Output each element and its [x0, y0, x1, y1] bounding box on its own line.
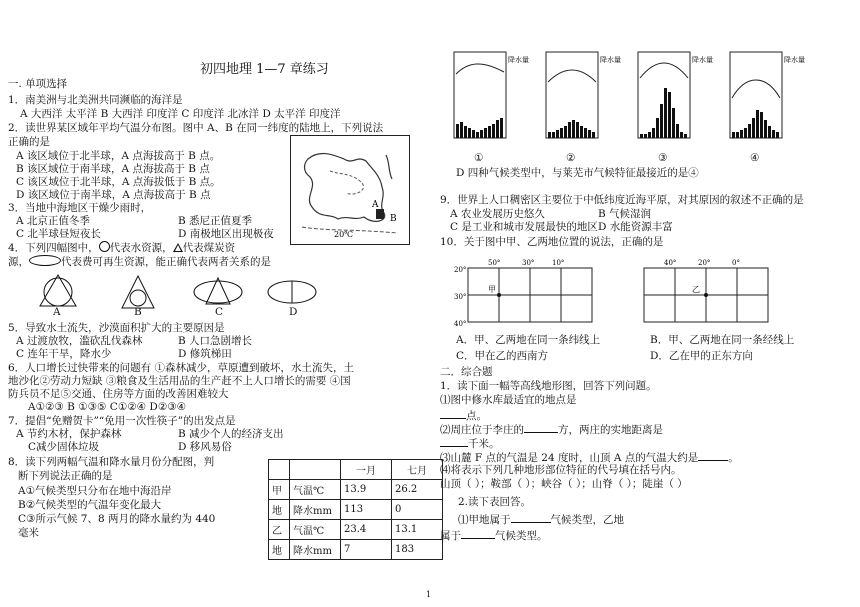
- comprehensive-q2: 2.读下表回答。: [458, 496, 532, 508]
- grid-yi: [644, 259, 768, 322]
- question-10-option-a: A．甲、乙两地在同一条纬线上: [456, 334, 601, 346]
- question-1-options: A 大西洋 太平洋 B 大西洋 印度洋 C 印度洋 北冰洋 D 太平洋 印度洋: [20, 108, 341, 120]
- table-cell: 7: [341, 540, 392, 560]
- table-cell: 乙: [269, 520, 290, 540]
- question-5-option-a: A 过渡放牧，滥砍乱伐森林: [16, 335, 143, 347]
- table-cell: 23.4: [341, 520, 392, 540]
- table-header-cell: [269, 460, 290, 480]
- question-6-options: A①②③ B ①③⑤ C①②④ D②③④: [28, 401, 187, 413]
- answer-blank[interactable]: [524, 422, 558, 433]
- climate-chart-3: [638, 52, 690, 138]
- comprehensive-q2-part2-text: 属于: [440, 530, 461, 542]
- comprehensive-q1-part2: [440, 422, 663, 437]
- question-8-option-d: D 四种气候类型中，与莱芜市气候特征最接近的是④: [456, 167, 699, 179]
- question-9: 9．世界上人口稠密区主要位于中低纬度近海平原，对其原因的叙述不正确的是: [440, 194, 804, 206]
- question-5: 5．导致水土流失，沙漠面积扩大的主要原因是: [8, 322, 225, 334]
- question-6: 6．人口增长过快带来的问题有 ①森林减少，草原遭到破坏，水土流失，土: [8, 362, 355, 374]
- grid-jia-top-label: 10°: [552, 259, 565, 267]
- grid-jia-left-label: 30°: [454, 293, 467, 301]
- map-label-b: B: [390, 214, 397, 224]
- question-6-cont-2: 防兵员不足⑤交通、住房等方面的改善困难较大: [8, 388, 229, 400]
- comprehensive-q1-part2-cont: [440, 436, 500, 451]
- ellipse-icon: [29, 255, 61, 266]
- climate-label-3: ③: [658, 152, 668, 164]
- table-row: [269, 480, 443, 500]
- table-cell: 降水mm: [290, 500, 341, 520]
- question-7-option-d: D 移风易俗: [178, 441, 232, 453]
- comprehensive-q2-part1-text: ⑴甲地属于: [458, 514, 511, 526]
- map-label-temp: 20℃: [334, 230, 354, 239]
- comprehensive-q2-part2-suffix: 气候类型。: [495, 530, 548, 542]
- comprehensive-q2-part1-text-2: 气候类型，乙地: [550, 514, 624, 526]
- table-cell: 地: [269, 540, 290, 560]
- question-8-option-c: C③所示气候 7、8 两月的降水量约为 440: [18, 513, 216, 525]
- diagram-label-b: B: [134, 306, 142, 318]
- table-cell: 甲: [269, 480, 290, 500]
- comprehensive-q1-part1: ⑴图中修水库最适宜的地点是: [440, 394, 577, 406]
- question-3: 3．当地中海地区干燥少雨时，: [8, 202, 152, 214]
- table-cell: 气温℃: [290, 480, 341, 500]
- page-number: 1: [426, 590, 432, 599]
- climate-chart-4: [730, 52, 782, 138]
- table-header-cell: 一月: [341, 460, 392, 480]
- question-3-option-d: D 南极地区出现极夜: [178, 228, 274, 240]
- question-5-option-d: D 修筑梯田: [178, 348, 232, 360]
- answer-blank[interactable]: [511, 512, 551, 523]
- comprehensive-q1-part1-suffix: 点。: [466, 410, 487, 422]
- table-cell: 地: [269, 500, 290, 520]
- comprehensive-q1-part4-items: 山顶（ ）；鞍部（ ）；峡谷（ ）；山脊（ ）；陡崖（ ）: [440, 478, 688, 490]
- grid-yi-top-label: 0°: [732, 259, 740, 267]
- question-10-option-b: B．甲、乙两地在同一条经线上: [650, 334, 795, 346]
- table-cell: 13.1: [392, 520, 443, 540]
- diagram-d: [268, 281, 316, 303]
- page-title: 初四地理 1—7 章练习: [200, 62, 329, 77]
- climate-label-1: ①: [474, 152, 484, 164]
- table-row: [269, 520, 443, 540]
- answer-blank[interactable]: [440, 408, 466, 419]
- circle-icon: [99, 241, 110, 252]
- question-8-option-c-cont: 毫米: [18, 527, 39, 539]
- grid-jia-left-label: 40°: [454, 320, 467, 328]
- question-2-option-c: C 该区域位于北半球，A 点海拔低于 B 点。: [16, 176, 221, 188]
- section-heading-2: 二．综合题: [440, 366, 493, 378]
- climate-label-2: ②: [566, 152, 576, 164]
- question-2-cont: 正确的是: [8, 136, 50, 148]
- grid-jia-top-label: 30°: [522, 259, 535, 267]
- grid-jia-top-label: 50°: [488, 259, 501, 267]
- comprehensive-q1-part2-text-2: 方，两庄的实地距离是: [558, 424, 663, 436]
- triangle-icon: [173, 243, 183, 252]
- comprehensive-q2-part1: [458, 512, 624, 527]
- comprehensive-q1-part3-text: ⑶山麓 F 点的气温是 24 度时，山顶 A 点的气温大约是: [440, 452, 699, 464]
- question-8-option-a: A①气候类型只分布在地中海沿岸: [18, 485, 172, 497]
- question-2: 2．读世界某区域年平均气温分布图。图中 A、B 在同一纬度的陆地上，下列说法: [8, 122, 384, 134]
- question-1: 1．南美洲与北美洲共同濒临的海洋是: [8, 94, 183, 106]
- question-10-option-d: D．乙在甲的正东方向: [650, 350, 753, 362]
- table-header-cell: 七月: [392, 460, 443, 480]
- comprehensive-q1-part2-suffix: 千米。: [468, 438, 500, 450]
- climate-charts: [448, 48, 805, 163]
- diagram-label-c: C: [215, 306, 224, 318]
- question-9-option-a: A 农业发展历史悠久: [450, 208, 545, 220]
- question-9-option-b: B 气候湿润: [598, 208, 652, 220]
- comprehensive-q1-part1-answer: [440, 408, 487, 423]
- section-heading: 一. 单项选择: [8, 78, 68, 90]
- question-6-cont-1: 地沙化②劳动力短缺 ③粮食及生活用品的生产赶不上人口增长的需要 ④国: [8, 375, 351, 387]
- question-4-text-4: 源，: [8, 256, 29, 268]
- grid-jia-point-label: 甲: [488, 285, 496, 294]
- diagram-label-d: D: [289, 306, 298, 318]
- question-4-text-1: 4．下列四幅图中，: [8, 242, 99, 254]
- question-9-option-c: C 是工业和城市发展最快的地区: [450, 221, 598, 233]
- question-7-option-a: A 节约木材，保护森林: [16, 428, 122, 440]
- grid-yi-top-label: 20°: [698, 259, 711, 267]
- question-4-cont: [8, 255, 271, 269]
- table-cell: 26.2: [392, 480, 443, 500]
- climate-data-table: [268, 459, 443, 560]
- comprehensive-q1-part2-text: ⑵周庄位于李庄的: [440, 424, 524, 436]
- question-2-option-d: D 该区域位于南半球，A 点海拔高于 B 点: [16, 189, 211, 201]
- comprehensive-q1: 1．读下面一幅等高线地形图，回答下列问题。: [440, 380, 657, 392]
- comprehensive-q1-part4: ⑷将表示下列几种地形部位特征的代号填在括号内。: [440, 464, 682, 476]
- climate-chart-side-label: 降水量: [784, 56, 805, 64]
- question-3-option-c: C 北半球昼短夜长: [16, 228, 101, 240]
- table-cell: 0: [392, 500, 443, 520]
- table-header-cell: [290, 460, 341, 480]
- table-cell: 183: [392, 540, 443, 560]
- answer-blank[interactable]: [461, 528, 495, 539]
- question-4-text-5: 代表费可再生资源，能正确代表两者关系的是: [61, 256, 271, 268]
- answer-blank[interactable]: [698, 450, 728, 461]
- question-4-diagrams: [30, 272, 330, 314]
- table-header-row: [269, 460, 443, 480]
- question-9-option-d: D 水能资源丰富: [598, 221, 673, 233]
- diagram-c: [194, 278, 242, 304]
- grid-jia: [454, 259, 592, 328]
- climate-chart-2: [546, 52, 598, 138]
- climate-chart-side-label: 降水量: [692, 56, 713, 64]
- comprehensive-q1-part3: [440, 450, 739, 465]
- diagram-b: [122, 276, 154, 308]
- climate-chart-1: [454, 52, 506, 138]
- grid-yi-top-label: 40°: [664, 259, 677, 267]
- question-4-text-3: 代表煤炭资: [182, 242, 236, 254]
- question-10: 10．关于图中甲、乙两地位置的说法，正确的是: [440, 236, 664, 248]
- answer-blank[interactable]: [440, 436, 468, 447]
- question-4-text-2: 代表水资源，: [109, 242, 173, 254]
- table-row: [269, 540, 443, 560]
- table-row: [269, 500, 443, 520]
- question-3-option-b: B 悉尼正值夏季: [178, 215, 253, 227]
- climate-chart-side-label: 降水量: [508, 56, 529, 64]
- grid-jia-left-label: 20°: [454, 266, 467, 274]
- comprehensive-q1-part3-suffix: 。: [728, 452, 739, 464]
- climate-label-4: ④: [750, 152, 760, 164]
- diagram-a: [40, 275, 76, 306]
- question-3-option-a: A 北京正值冬季: [16, 215, 90, 227]
- question-8-cont: 断下列说法正确的是: [18, 470, 113, 482]
- table-cell: 降水mm: [290, 540, 341, 560]
- question-8-option-b: B②气候类型的气温年变化最大: [18, 499, 162, 511]
- temperature-map: [290, 135, 410, 245]
- map-label-a: A: [372, 200, 379, 210]
- question-5-option-c: C 连年干旱，降水少: [16, 348, 112, 360]
- question-5-option-b: B 人口急剧增长: [178, 335, 253, 347]
- diagram-label-a: A: [53, 306, 61, 318]
- question-2-option-b: B 该区域位于南半球，A 点海拔高于 B 点: [16, 163, 210, 175]
- question-10-option-c: C．甲在乙的西南方: [456, 350, 549, 362]
- question-7: 7．提倡“免赠贺卡”“免用一次性筷子”的出发点是: [8, 415, 236, 427]
- table-cell: 气温℃: [290, 520, 341, 540]
- comprehensive-q2-part2: [440, 528, 548, 543]
- table-cell: 13.9: [341, 480, 392, 500]
- grid-yi-point-label: 乙: [692, 285, 700, 294]
- question-8: 8．读下列两幅气温和降水量月份分配图，判: [8, 456, 215, 468]
- table-cell: 113: [341, 500, 392, 520]
- climate-chart-side-label: 降水量: [600, 56, 621, 64]
- question-2-option-a: A 该区域位于北半球，A 点海拔高于 B 点。: [16, 150, 221, 162]
- question-7-option-c: C减少固体垃圾: [28, 441, 100, 453]
- question-7-option-b: B 减少个人的经济支出: [178, 428, 284, 440]
- lat-lon-grids: [452, 256, 822, 332]
- question-4: [8, 241, 235, 255]
